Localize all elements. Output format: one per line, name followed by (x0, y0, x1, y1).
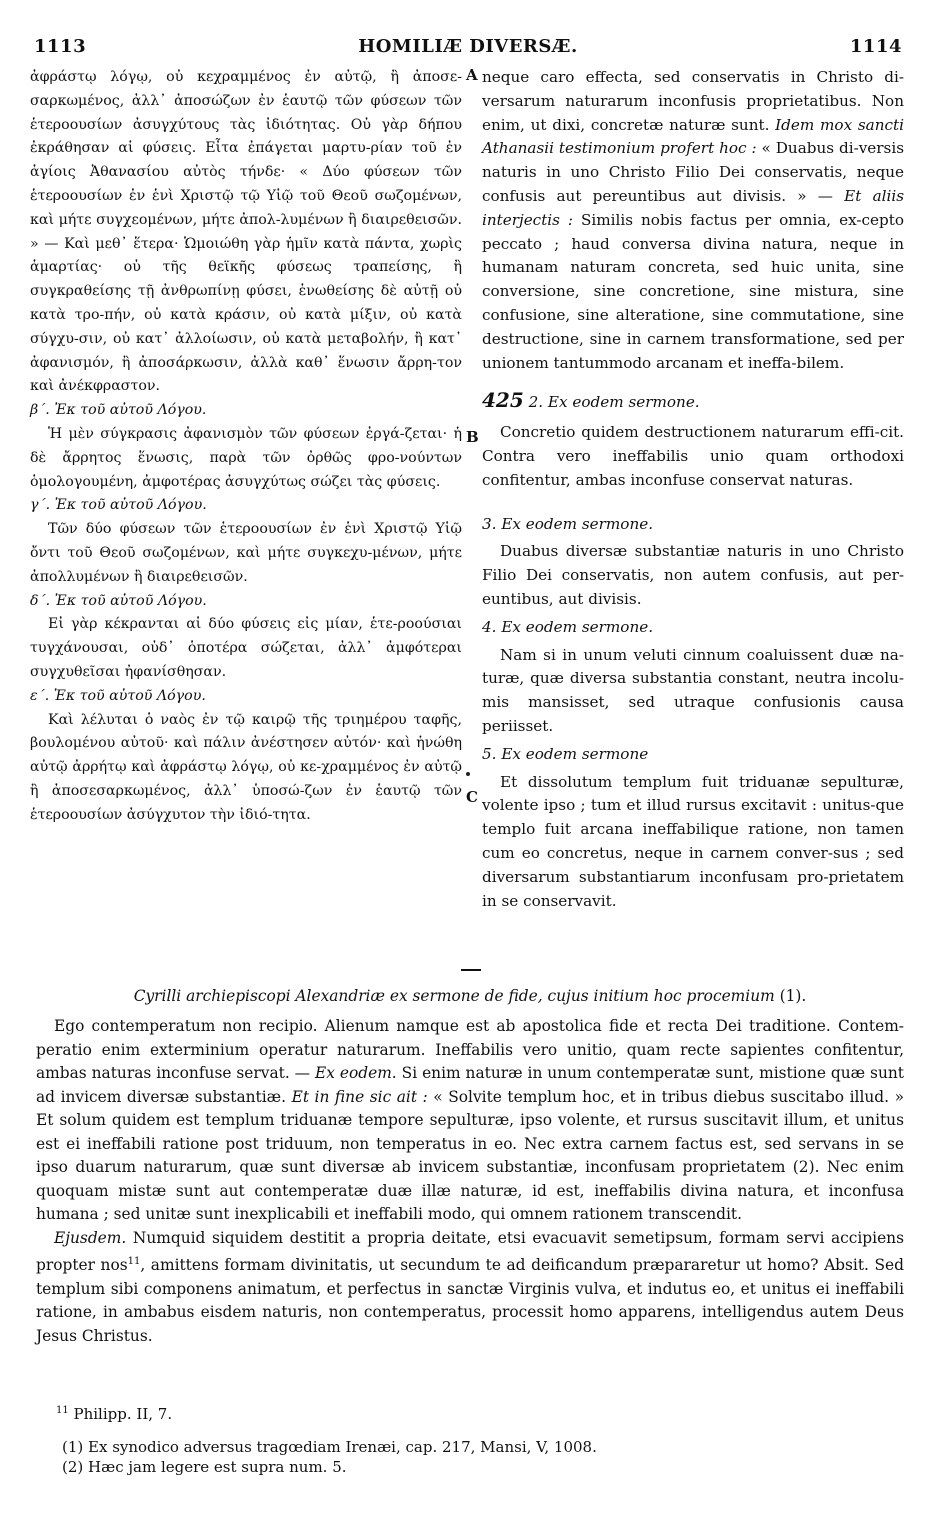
column-number-left: 1113 (34, 36, 87, 57)
running-header (34, 36, 902, 58)
greek-section-3-text: Τῶν δύο φύσεων τῶν ἑτεροουσίων ἐν ἑνὶ Χριστῷ Υἱῷ ὄντι τοῦ Θεοῦ σωζομένων, καὶ μήτε συγκεχυ-μένων, μήτε ἀπολλυμένων ἢ διαιρεθεισῶν. (30, 521, 462, 585)
greek-section-4-heading: δ΄. Ἐκ τοῦ αὐτοῦ Λόγου. (30, 592, 207, 609)
footnote-number: 11 (56, 1405, 69, 1416)
footnote-2: (2) Hæc jam legere est supra num. 5. (62, 1458, 347, 1476)
latin-intro-italic: Et aliis interjectis : (482, 186, 904, 229)
section-rule (461, 969, 481, 971)
greek-column (30, 66, 462, 828)
cyril-section-body (36, 1015, 904, 1348)
ink-dot (466, 772, 470, 776)
text-run: Si enim naturæ in unum contemperatæ sunt, mistione quæ sunt ad invicem diversæ substantiæ. (36, 1064, 904, 1106)
text-run: , amittens formam divinitatis, ut secundum te ad deificandum præpararetur ut homo? Absit. Sed templum sibi componens animatum, et perfectus in sanctæ Virginis vulva, et indutus eo, et unitus ei ineffabili ratione, in ambabus eisdem naturis, non contemperatus, processit homo apparens, intelligendus autem Deus Jesus Christus. (36, 1256, 904, 1345)
footnote-ref: (1). (774, 987, 807, 1005)
cyril-paragraph-2 (36, 1227, 904, 1349)
latin-section-3-text: Duabus diversæ substantiæ naturis in uno Christo Filio Dei conservatis, non autem confusis, aut per-euntibus, aut divisis. (482, 542, 904, 608)
greek-section-3-heading: γ΄. Ἐκ τοῦ αὐτοῦ Λόγου. (30, 497, 207, 514)
text-run: Numquid siquidem destitit a propria deitate, etsi evacuavit semetipsum, formam servi accipiens propter nos (36, 1228, 904, 1275)
latin-section-2-heading (482, 389, 904, 415)
footnote-1: (1) Ex synodico adversus tragœdiam Irenæi, cap. 217, Mansi, V, 1008. (62, 1438, 597, 1456)
footnote-text: Philipp. II, 7. (68, 1405, 173, 1423)
cyril-section-title (36, 985, 904, 1009)
latin-section-4-text: Nam si in unum veluti cinnum coaluissent duæ na-turæ, quæ diversa substantia constant, neutra incolu-mis mansisset, sed utraque confusionis causa periisset. (482, 645, 904, 735)
latin-section-4-heading: 4. Ex eodem sermone. (482, 617, 654, 636)
latin-intro-part: Similis nobis factus per omnia, ex-cepto peccato ; haud conversa divina natura, neque in humanam naturam concreta, sed huic unita, sine conversione, sine concretione, sine mistura, sine confusione, sine alteratione, sine commutatione, sine destructione, sine in carnem transformatione, sed per unionem tantummodo arcanam et ineffa-bilem. (482, 210, 904, 372)
margin-mark-c: C (466, 788, 478, 806)
latin-section-3-heading: 3. Ex eodem sermone. (482, 514, 654, 533)
greek-section-5-heading: ε΄. Ἐκ τοῦ αὐτοῦ Λόγου. (30, 687, 206, 704)
footnote-ref: 11 (127, 1256, 141, 1267)
latin-intro-part: neque caro effecta, sed conservatis in Christo di-versarum naturarum inconfusis proprietatibus. Non enim, ut dixi, concretæ naturæ sunt. (482, 68, 904, 134)
page-number-425: 425 (482, 388, 524, 413)
column-number-right: 1114 (849, 36, 902, 57)
latin-section-5-text: Et dissolutum templum fuit triduanæ sepulturæ, volente ipso ; tum et illud rursus excitavit : unitus-que templo fuit arcana ineffabilique ratione, non tamen cum eo concretus, neque in carnem conver-sus ; sed diversarum substantiarum inconfusam pro-prietatem in se conservavit. (482, 772, 904, 910)
text-run-italic: Ex eodem. (315, 1064, 397, 1082)
scripture-footnote (56, 1405, 172, 1423)
latin-intro (482, 66, 904, 375)
latin-intro-part: « Duabus di-versis naturis in uno Christo Filio Dei conservatis, neque confusis aut pereuntibus aut divisis. » — (482, 139, 904, 205)
margin-mark-a: A (466, 66, 478, 84)
cyril-paragraph-1 (36, 1015, 904, 1227)
text-run-italic: Et in fine sic ait : (291, 1087, 428, 1106)
greek-section-4-text: Εἰ γὰρ κέκρανται αἱ δύο φύσεις εἰς μίαν, ἑτε-ροούσιαι τυγχάνουσαι, οὐδ᾽ ὁποτέρα σώζεται, ἀλλ᾽ ἀμφότεραι συγχυθεῖσαι ἠφανίσθησαν. (30, 616, 462, 680)
greek-section-2-text: Ἡ μὲν σύγκρασις ἀφανισμὸν τῶν φύσεων ἐργά-ζεται· ἡ δὲ ἄρρητος ἕνωσις, παρὰ τῶν ὀρθῶς φρο-νούντων ὁμολογουμένη, ἀμφοτέρας ἀσυγχύτως σώζει τὰς φύσεις. (30, 425, 462, 490)
greek-section-2-heading: β΄. Ἐκ τοῦ αὐτοῦ Λόγου. (30, 402, 207, 419)
latin-intro-italic: Idem mox sancti Athanasii testimonium profert hoc : (482, 115, 904, 158)
latin-section-2-heading-text: 2. Ex eodem sermone. (528, 393, 700, 412)
latin-section-2-text: Concretio quidem destructionem naturarum effi-cit. Contra vero ineffabilis unio quam orthodoxi confitentur, ambas inconfuse conservat naturas. (482, 423, 904, 489)
text-run: Ego contemperatum non recipio. Alienum namque est ab apostolica fide et recta Dei traditione. Contem-peratio enim exterminium operatur naturarum. Ineffabilis vero unitio, quam recte sapientes confitentur, ambas naturas inconfuse servat. — (36, 1017, 904, 1082)
running-title: HOMILIÆ DIVERSÆ. (358, 36, 578, 57)
greek-intro: ἀφράστῳ λόγῳ, οὐ κεχραμμένος ἐν αὐτῷ, ἢ ἀποσε-σαρκωμένος, ἀλλ᾽ ἀποσώζων ἐν ἑαυτῷ τῶν φύσεων τῶν ἑτεροουσίων ἀσυγχύτους τὰς ἰδιότητας. Οὐ γὰρ δήπου ἐκράθησαν αἱ φύσεις. Εἶτα ἐπάγεται μαρτυ-ρίαν τοῦ ἐν ἁγίοις Ἀθανασίου αὐτὸς τήνδε· « Δύο φύσεων τῶν ἑτεροουσίων ἐν ἑνὶ Χριστῷ τῷ Υἱῷ τοῦ Θεοῦ σωζομένων, καὶ μήτε συγχεομένων, μήτε ἀπολ-λυμένων ἢ διαιρεθεισῶν. » — Καὶ μεθ᾽ ἕτερα· Ὡμοιώθη γὰρ ἡμῖν κατὰ πάντα, χωρὶς ἁμαρτίας· οὐ τῆς θεϊκῆς φύσεως τραπείσης, ἢ συγκραθείσης τῇ ἀνθρωπίνῃ φύσει, ἑνωθείσης δὲ αὐτῇ οὐ κατὰ τρο-πήν, οὐ κατὰ κράσιν, οὐ κατὰ μίξιν, οὐ κατὰ σύγχυ-σιν, οὐ κατ᾽ ἀλλοίωσιν, οὐ κατὰ μεταβολήν, ἢ κατ᾽ ἀφανισμόν, ἢ ἀποσάρκωσιν, ἀλλὰ καθ᾽ ἕνωσιν ἄρρη-τον καὶ ἀνέκφραστον. (30, 69, 462, 395)
latin-section-5-heading: 5. Ex eodem sermone (482, 744, 649, 763)
text-run: « Solvite templum hoc, et in tribus diebus suscitabo illud. » Et solum quidem est templum triduanæ tempore sepulturæ, ipso volente, et rursus suscitavit illum, et unitus est ei ineffabili ratione post triduum, non temperatus in eo. Nec extra carnem factus est, sed servans in se ipso duarum naturarum, quæ sunt diversæ ab invicem substantiæ, inconfusam proprietatem (2). Nec enim quoquam mistæ sunt aut contemperatæ duæ illæ naturæ, id est, ineffabilis divina natura, et inconfusa humana ; sed unitæ sunt inexplicabili et ineffabili modo, qui omnem rationem transcendit. (36, 1087, 904, 1223)
cyril-title-text: Cyrilli archiepiscopi Alexandriæ ex sermone de fide, cujus initium hoc procemium (133, 987, 775, 1005)
editorial-footnotes (62, 1437, 597, 1477)
text-run-italic: Ejusdem. (54, 1228, 127, 1247)
latin-column (482, 66, 904, 913)
greek-section-5-text: Καὶ λέλυται ὁ ναὸς ἐν τῷ καιρῷ τῆς τριημέρου ταφῆς, βουλομένου αὐτοῦ· καὶ πάλιν ἀνέστησεν αὐτόν· καὶ ἡνώθη αὐτῷ ἀρρήτῳ καὶ ἀφράστῳ λόγῳ, οὐ κε-χραμμένος ἐν αὐτῷ ἢ ἀποσεσαρκωμένος, ἀλλ᾽ ὑποσώ-ζων ἐν ἑαυτῷ τῶν ἑτεροουσίων ἀσύγχυτον τὴν ἰδιό-τητα. (30, 711, 462, 823)
margin-mark-b: B (466, 428, 479, 446)
